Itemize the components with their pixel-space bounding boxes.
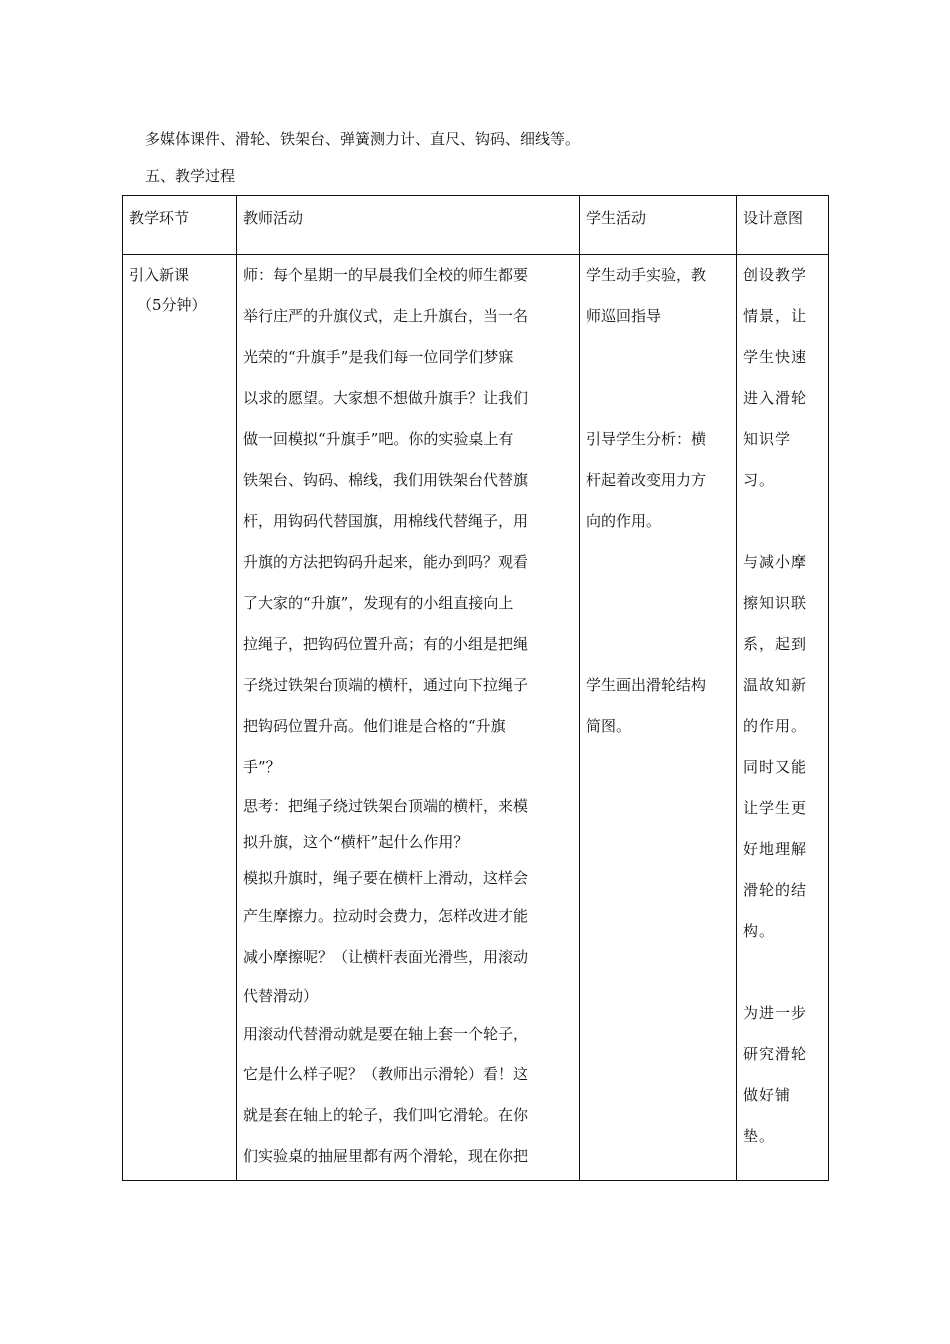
table-row xyxy=(123,255,829,1181)
teacher-line: 拉绳子，把钩码位置升高；有的小组是把绳 xyxy=(243,635,529,653)
student-line: 简图。 xyxy=(586,717,632,735)
teacher-line: 子绕过铁架台顶端的横杆，通过向下拉绳子 xyxy=(243,676,529,694)
student-line: 学生动手实验，教 xyxy=(586,266,707,284)
teacher-line: 升旗的方法把钩码升起来，能办到吗？观看 xyxy=(243,553,529,571)
teacher-line: 产生摩擦力。拉动时会费力，怎样改进才能 xyxy=(243,907,529,925)
design-line: 情景，让 xyxy=(743,307,808,325)
design-line: 滑轮的结 xyxy=(743,881,808,899)
design-line: 系，起到 xyxy=(743,635,808,653)
header-stage: 教学环节 xyxy=(123,196,237,255)
design-line: 为进一步 xyxy=(743,1004,808,1022)
design-line: 创设教学 xyxy=(743,266,808,284)
teacher-line: 它是什么样子呢？（教师出示滑轮）看！这 xyxy=(243,1065,529,1083)
design-line: 进入滑轮 xyxy=(743,389,808,407)
teacher-line: 师：每个星期一的早晨我们全校的师生都要 xyxy=(243,266,529,284)
teacher-line: 杆，用钩码代替国旗，用棉线代替绳子，用 xyxy=(243,512,529,530)
design-line: 做好铺 xyxy=(743,1086,792,1104)
design-line: 学生快速 xyxy=(743,348,808,366)
section-heading: 五、教学过程 xyxy=(145,167,236,185)
teacher-line: 光荣的“升旗手”是我们每一位同学们梦寐 xyxy=(243,348,514,366)
teacher-line: 代替滑动） xyxy=(243,987,319,1005)
teacher-line: 以求的愿望。大家想不想做升旗手？让我们 xyxy=(243,389,529,407)
teacher-line: 思考：把绳子绕过铁架台顶端的横杆，来模 xyxy=(243,797,529,815)
student-cell xyxy=(580,255,737,1181)
design-cell xyxy=(737,255,829,1181)
design-line: 擦知识联 xyxy=(743,594,808,612)
teacher-line: 举行庄严的升旗仪式，走上升旗台，当一名 xyxy=(243,307,529,325)
teacher-line: 把钩码位置升高。他们谁是合格的“升旗 xyxy=(243,717,506,735)
stage-duration: （5分钟） xyxy=(137,296,207,314)
design-line: 与减小摩 xyxy=(743,553,808,571)
materials-line: 多媒体课件、滑轮、铁架台、弹簧测力计、直尺、钩码、细线等。 xyxy=(145,130,581,148)
teaching-process-table xyxy=(122,195,829,1181)
teacher-line: 拟升旗，这个“横杆”起什么作用？ xyxy=(243,833,469,851)
teacher-line: 铁架台、钩码、棉线，我们用铁架台代替旗 xyxy=(243,471,529,489)
teacher-line: 了大家的“升旗”，发现有的小组直接向上 xyxy=(243,594,514,612)
design-line: 的作用。 xyxy=(743,717,808,735)
stage-cell xyxy=(123,255,237,1181)
teacher-line: 们实验桌的抽屉里都有两个滑轮，现在你把 xyxy=(243,1147,529,1165)
teacher-line: 手”？ xyxy=(243,758,281,776)
header-teacher: 教师活动 xyxy=(237,196,580,255)
stage-name: 引入新课 xyxy=(129,266,190,284)
student-line: 杆起着改变用力方 xyxy=(586,471,707,489)
design-line: 知识学 xyxy=(743,430,792,448)
student-line: 师巡回指导 xyxy=(586,307,662,325)
student-line: 引导学生分析：横 xyxy=(586,430,707,448)
design-line: 构。 xyxy=(743,922,776,940)
table-header-row xyxy=(123,196,829,255)
header-design: 设计意图 xyxy=(737,196,829,255)
teacher-line: 模拟升旗时，绳子要在横杆上滑动，这样会 xyxy=(243,869,529,887)
teacher-line: 减小摩擦呢？（让横杆表面光滑些，用滚动 xyxy=(243,948,529,966)
teacher-line: 用滚动代替滑动就是要在轴上套一个轮子， xyxy=(243,1025,529,1043)
design-line: 让学生更 xyxy=(743,799,808,817)
teacher-cell xyxy=(237,255,580,1181)
teacher-line: 就是套在轴上的轮子，我们叫它滑轮。在你 xyxy=(243,1106,529,1124)
student-line: 向的作用。 xyxy=(586,512,662,530)
design-line: 习。 xyxy=(743,471,776,489)
design-line: 温故知新 xyxy=(743,676,808,694)
design-line: 好地理解 xyxy=(743,840,808,858)
header-student: 学生活动 xyxy=(580,196,737,255)
design-line: 垫。 xyxy=(743,1127,776,1145)
teacher-line: 做一回模拟“升旗手”吧。你的实验桌上有 xyxy=(243,430,514,448)
design-line: 研究滑轮 xyxy=(743,1045,808,1063)
design-line: 同时又能 xyxy=(743,758,808,776)
student-line: 学生画出滑轮结构 xyxy=(586,676,707,694)
